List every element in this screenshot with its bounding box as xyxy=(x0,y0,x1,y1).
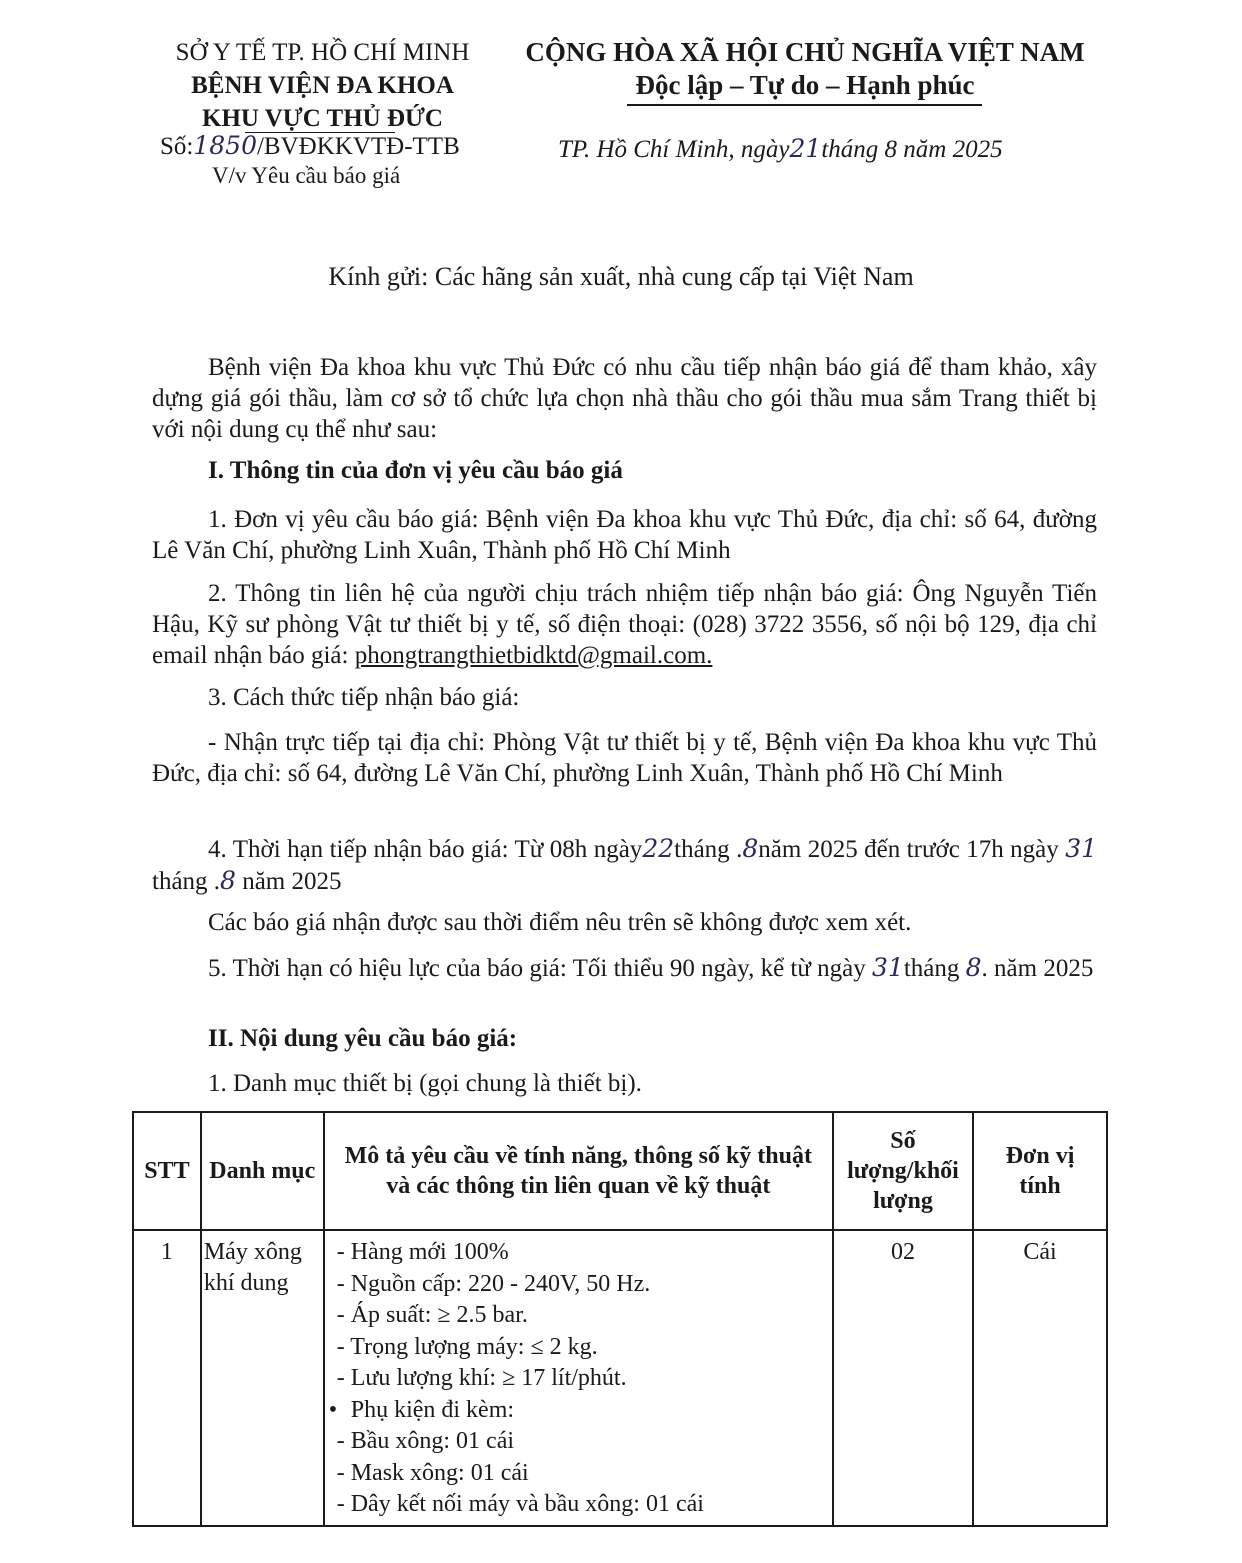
header-description: Mô tả yêu cầu về tính năng, thông số kỹ thuật và các thông tin liên quan về kỹ thuật xyxy=(324,1112,833,1230)
section-1-item-3-detail: - Nhận trực tiếp tại địa chỉ: Phòng Vật tư thiết bị y tế, Bệnh viện Đa khoa khu vực Thủ Đức, địa chỉ: số 64, đường Lê Văn Chí, phường Linh Xuân, Thành phố Hồ Chí Minh xyxy=(152,729,1097,787)
section-1-title: I. Thông tin của đơn vị yêu cầu báo giá xyxy=(208,457,623,484)
row-description xyxy=(324,1230,833,1526)
spec-line: - Bầu xông: 01 cái xyxy=(336,1428,515,1454)
document-subject: V/v Yêu cầu báo giá xyxy=(212,163,401,188)
agency-name-line2: KHU VỰC THỦ ĐỨC xyxy=(202,105,443,132)
spec-line: - Dây kết nối máy và bầu xông: 01 cái xyxy=(336,1491,704,1517)
spec-line: - Hàng mới 100% xyxy=(336,1239,509,1265)
spec-line: - Mask xông: 01 cái xyxy=(336,1459,529,1486)
nation-title: CỘNG HÒA XÃ HỘI CHỦ NGHĨA VIỆT NAM xyxy=(525,37,1085,67)
document-date: TP. Hồ Chí Minh, ngày21tháng 8 năm 2025 xyxy=(558,134,1003,163)
intro-paragraph: Bệnh viện Đa khoa khu vực Thủ Đức có nhu cầu tiếp nhận báo giá để tham khảo, xây dựng giá gói thầu, làm cơ sở tổ chức lựa chọn nhà thầu cho gói thầu mua sắm Trang thiết bị với nội dung cụ thể như sau: xyxy=(152,354,1097,443)
spec-line: - Áp suất: ≥ 2.5 bar. xyxy=(336,1302,528,1328)
section-2-title: II. Nội dung yêu cầu báo giá: xyxy=(208,1025,518,1052)
section-2-item-1: 1. Danh mục thiết bị (gọi chung là thiết bị). xyxy=(208,1070,642,1097)
spec-line-accessories: • Phụ kiện đi kèm: xyxy=(325,1395,832,1427)
handwritten-day: 21 xyxy=(789,134,822,163)
section-1-item-5: 5. Thời hạn có hiệu lực của báo giá: Tối thiểu 90 ngày, kể từ ngày 31tháng 8. năm 2025 xyxy=(208,953,1094,982)
spec-line: - Lưu lượng khí: ≥ 17 lít/phút. xyxy=(336,1365,627,1391)
table-row xyxy=(133,1230,1107,1526)
agency-parent: SỞ Y TẾ TP. HỒ CHÍ MINH xyxy=(175,39,470,66)
header-name: Danh mục xyxy=(201,1112,324,1230)
header-unit: Đơn vị tính xyxy=(973,1112,1107,1230)
row-quantity: 02 xyxy=(833,1230,973,1526)
row-name: Máy xông khí dung xyxy=(201,1230,324,1526)
section-1-item-1: 1. Đơn vị yêu cầu báo giá: Bệnh viện Đa khoa khu vực Thủ Đức, địa chỉ: số 64, đường Lê Văn Chí, phường Linh Xuân, Thành phố Hồ Chí Minh xyxy=(152,506,1097,564)
header-quantity: Số lượng/khối lượng xyxy=(833,1112,973,1230)
motto-underline xyxy=(627,104,982,106)
contact-email-link[interactable]: phongtrangthietbidktd@gmail.com. xyxy=(354,642,713,669)
spec-line: - Trọng lượng máy: ≤ 2 kg. xyxy=(336,1333,598,1360)
section-1-item-3: 3. Cách thức tiếp nhận báo giá: xyxy=(208,684,520,711)
spec-line: - Nguồn cấp: 220 - 240V, 50 Hz. xyxy=(336,1270,651,1297)
issuing-agency-block xyxy=(150,36,495,135)
row-stt: 1 xyxy=(133,1230,201,1526)
national-header xyxy=(505,36,1105,102)
table-header-row xyxy=(133,1112,1107,1230)
late-quote-note: Các báo giá nhận được sau thời điểm nêu trên sẽ không được xem xét. xyxy=(208,909,912,936)
section-1-item-2: 2. Thông tin liên hệ của người chịu trách nhiệm tiếp nhận báo giá: Ông Nguyễn Tiến Hậu, Kỹ sư phòng Vật tư thiết bị y tế, số điện thoại: (028) 3722 3556, số nội bộ 129, địa chỉ email nhận báo giá: phongtrangthietbidktd@gmail.com. xyxy=(152,580,1097,669)
recipient-line: Kính gửi: Các hãng sản xuất, nhà cung cấp tại Việt Nam xyxy=(328,262,914,291)
handwritten-doc-number: 1850 xyxy=(193,131,257,160)
national-motto: Độc lập – Tự do – Hạnh phúc xyxy=(635,70,975,100)
row-unit: Cái xyxy=(973,1230,1107,1526)
agency-name-line1: BỆNH VIỆN ĐA KHOA xyxy=(191,72,454,99)
section-1-item-4: 4. Thời hạn tiếp nhận báo giá: Từ 08h ngày22tháng .8năm 2025 đến trước 17h ngày 31 tháng .8 năm 2025 xyxy=(152,834,1097,895)
equipment-table xyxy=(132,1111,1108,1527)
header-stt: STT xyxy=(133,1112,201,1230)
document-number: Số:1850/BVĐKKVTĐ-TTB xyxy=(160,131,460,160)
